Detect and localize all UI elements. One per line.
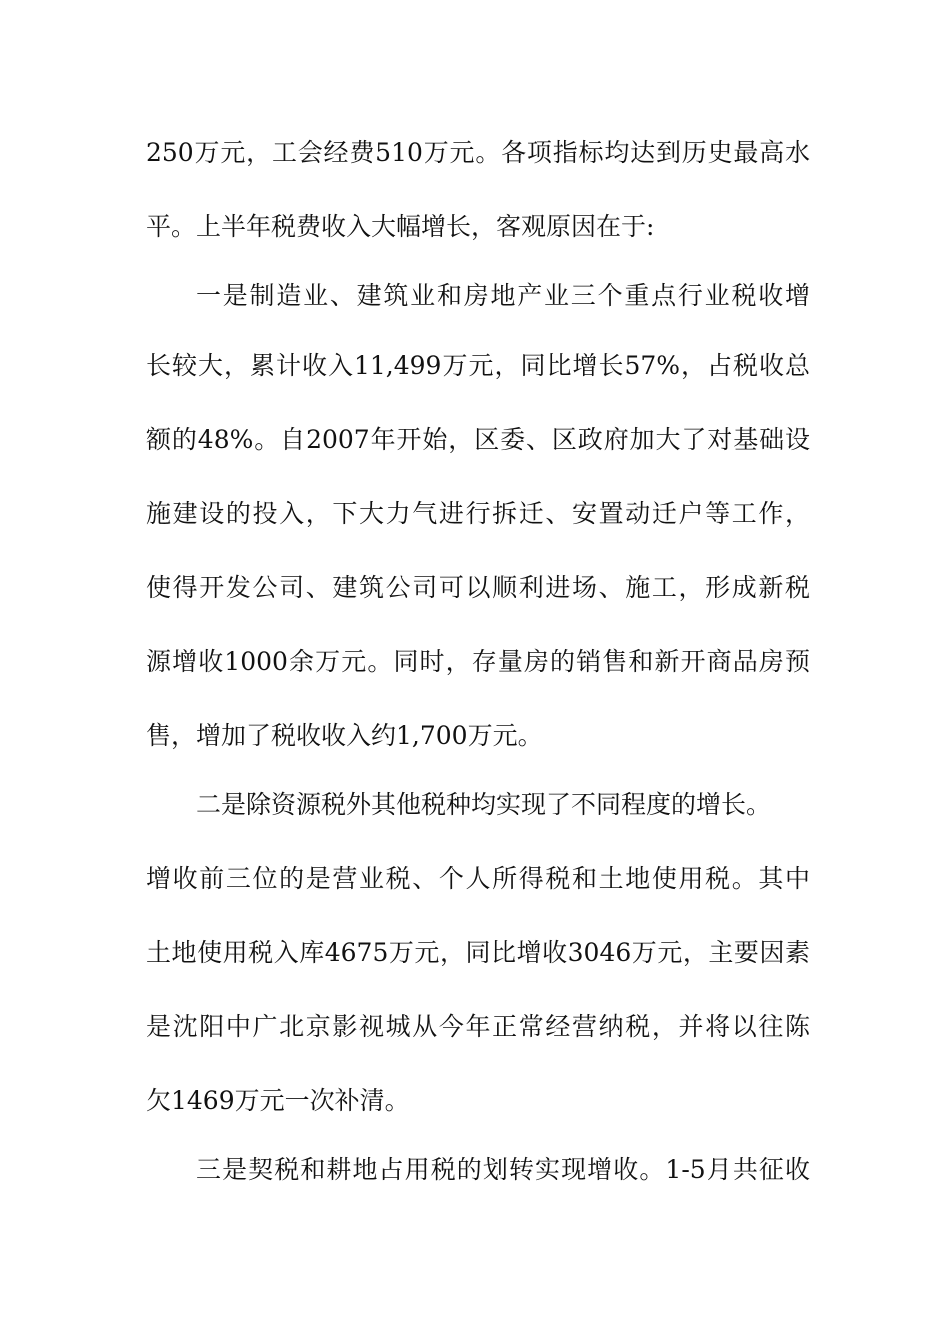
text-line: 250万元，工会经费510万元。各项指标均达到历史最高水 <box>146 138 810 167</box>
text-line: 一是制造业、建筑业和房地产业三个重点行业税收增 <box>196 281 810 310</box>
text-line: 源增收1000余万元。同时，存量房的销售和新开商品房预 <box>146 647 810 676</box>
text-line: 欠1469万元一次补清。 <box>146 1086 410 1115</box>
text-line: 使得开发公司、建筑公司可以顺利进场、施工，形成新税 <box>146 573 810 602</box>
text-line: 额的48%。自2007年开始，区委、区政府加大了对基础设 <box>146 425 810 454</box>
text-line: 土地使用税入库4675万元，同比增收3046万元，主要因素 <box>146 938 810 967</box>
text-line: 长较大，累计收入11,499万元，同比增长57%，占税收总 <box>146 351 810 380</box>
text-line: 三是契税和耕地占用税的划转实现增收。1-5月共征收 <box>196 1155 810 1184</box>
text-line: 增收前三位的是营业税、个人所得税和土地使用税。其中 <box>146 864 810 893</box>
text-line: 是沈阳中广北京影视城从今年正常经营纳税，并将以往陈 <box>146 1012 810 1041</box>
text-line: 二是除资源税外其他税种均实现了不同程度的增长。 <box>196 790 772 819</box>
text-line: 施建设的投入，下大力气进行拆迁、安置动迁户等工作， <box>146 499 810 528</box>
text-line: 平。上半年税费收入大幅增长，客观原因在于: <box>146 212 655 241</box>
text-line: 售，增加了税收收入约1,700万元。 <box>146 721 543 750</box>
